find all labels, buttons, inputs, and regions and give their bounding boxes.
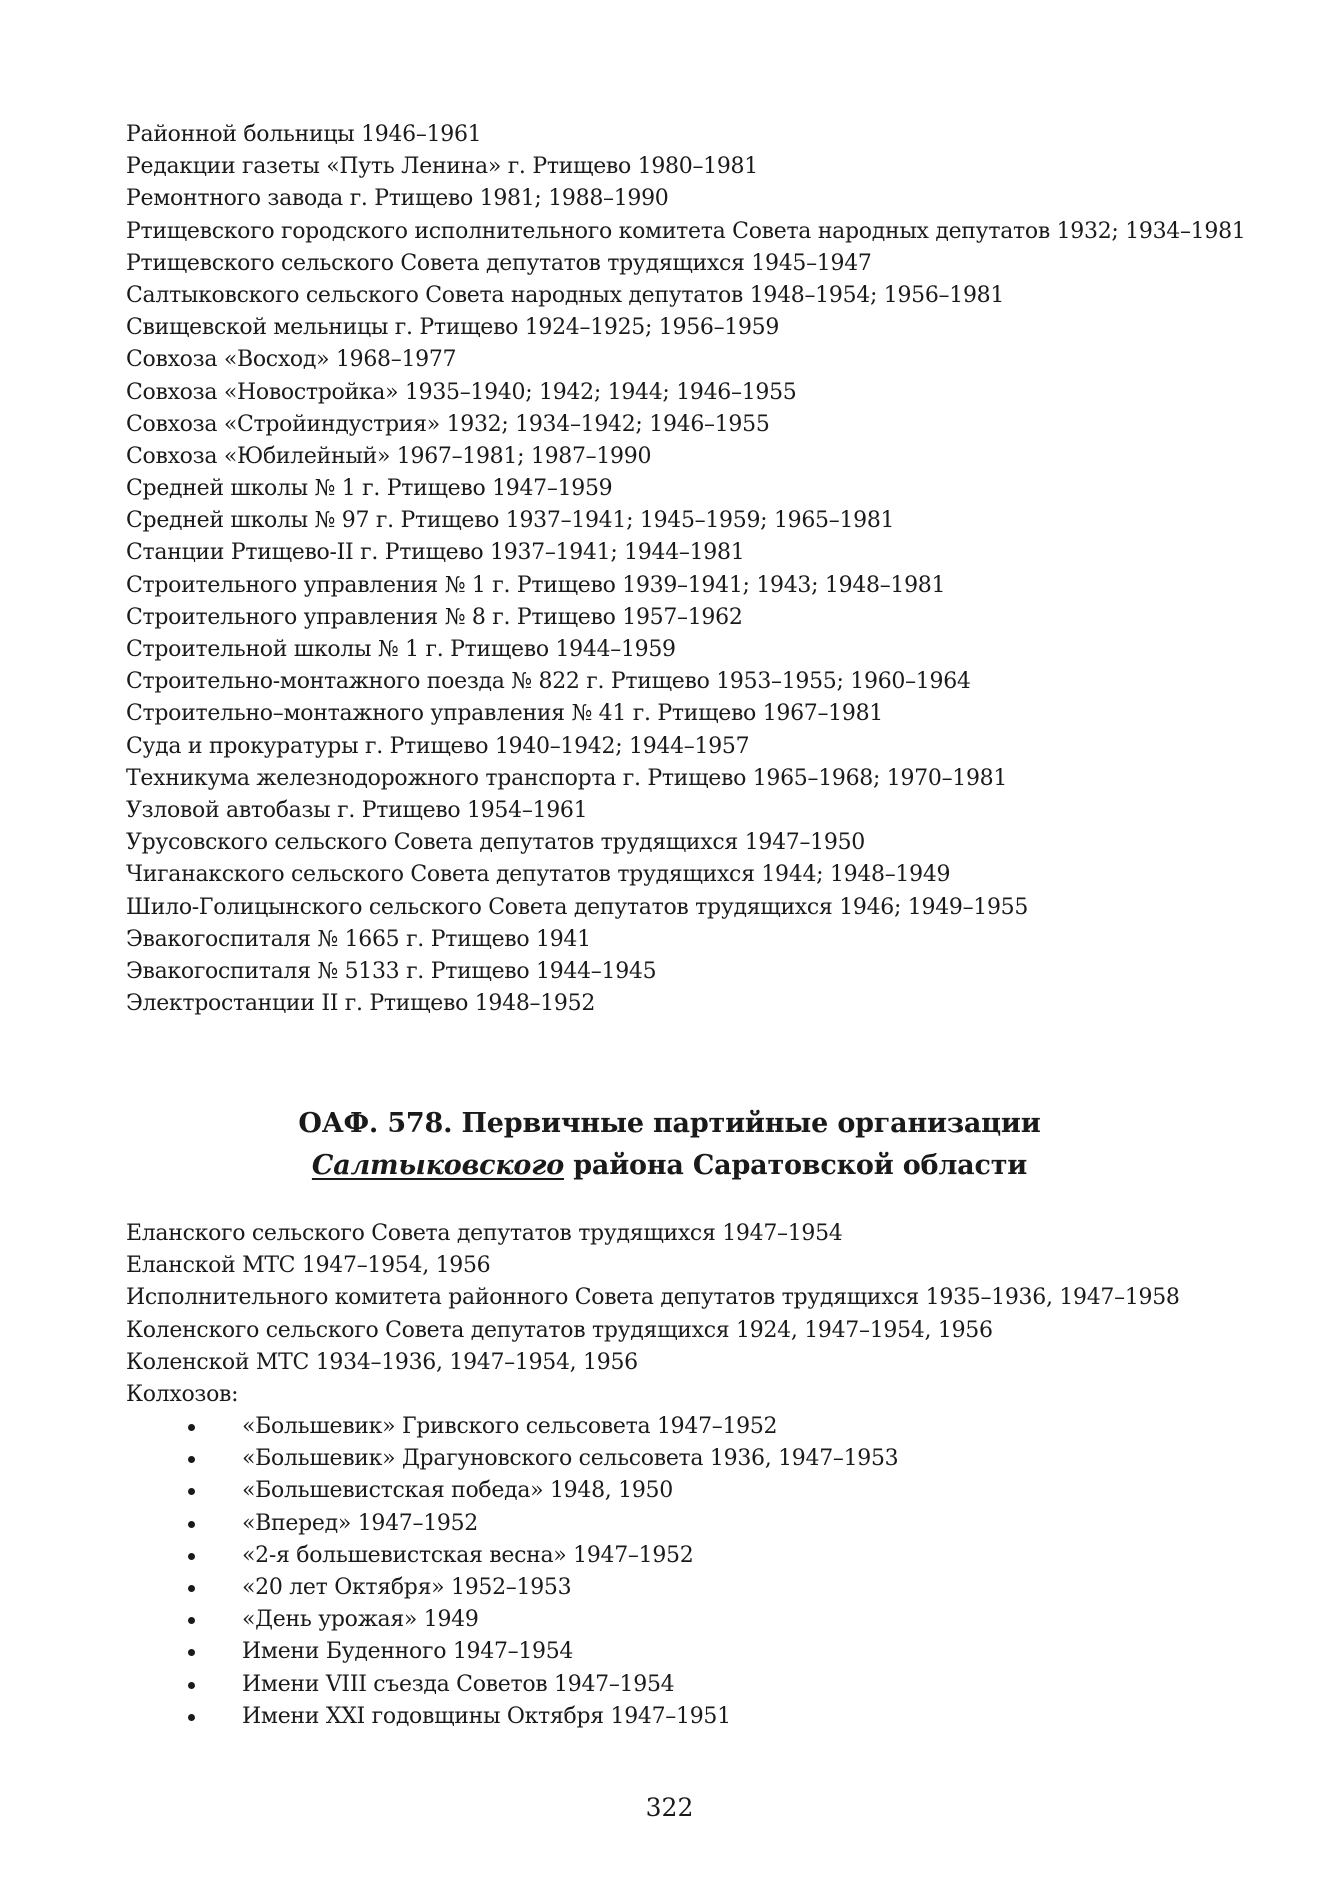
district-name: Салтыковского bbox=[311, 1150, 565, 1181]
bullet-item bbox=[126, 1572, 898, 1604]
list-item: Ртищевского городского исполнительного комитета Совета народных депутатов 1932; 1934–1981 bbox=[126, 218, 1246, 244]
list-item: Средней школы № 1 г. Ртищево 1947–1959 bbox=[126, 476, 613, 502]
list-item: Техникума железнодорожного транспорта г. Ртищево 1965–1968; 1970–1981 bbox=[126, 765, 1008, 791]
list-item: Урусовского сельского Совета депутатов трудящихся 1947–1950 bbox=[126, 830, 865, 856]
bullet-icon bbox=[188, 1488, 195, 1495]
list-item: Совхоза «Стройиндустрия» 1932; 1934–1942; 1946–1955 bbox=[126, 411, 770, 437]
list-item: Ремонтного завода г. Ртищево 1981; 1988–1990 bbox=[126, 186, 669, 212]
bullet-item bbox=[126, 1443, 898, 1475]
list-item: Электростанции II г. Ртищево 1948–1952 bbox=[126, 991, 596, 1017]
list-item: Ртищевского сельского Совета депутатов трудящихся 1945–1947 bbox=[126, 250, 872, 276]
bullet-item bbox=[126, 1508, 898, 1540]
bullet-item bbox=[126, 1604, 898, 1636]
section-entry-list bbox=[126, 1218, 1180, 1411]
bullet-text: «Вперед» 1947–1952 bbox=[242, 1510, 478, 1536]
bullet-item bbox=[126, 1475, 898, 1507]
section-heading-line2-rest: района Саратовской области bbox=[564, 1150, 1028, 1181]
bullet-text: «Большевистская победа» 1948, 1950 bbox=[242, 1478, 673, 1504]
list-item: Станции Ртищево-II г. Ртищево 1937–1941; 1944–1981 bbox=[126, 540, 745, 566]
list-item: Строительно-монтажного поезда № 822 г. Ртищево 1953–1955; 1960–1964 bbox=[126, 669, 971, 695]
bullet-text: Имени XXI годовщины Октября 1947–1951 bbox=[242, 1703, 731, 1729]
list-item: Совхоза «Новостройка» 1935–1940; 1942; 1944; 1946–1955 bbox=[126, 379, 797, 405]
list-item: Строительно–монтажного управления № 41 г. Ртищево 1967–1981 bbox=[126, 701, 883, 727]
bullet-text: «День урожая» 1949 bbox=[242, 1607, 479, 1633]
organization-list bbox=[126, 119, 1245, 1020]
list-item: Коленского сельского Совета депутатов трудящихся 1924, 1947–1954, 1956 bbox=[126, 1317, 993, 1343]
section-heading-line1: ОАФ. 578. Первичные партийные организации bbox=[298, 1108, 1041, 1139]
list-item: Чиганакского сельского Совета депутатов трудящихся 1944; 1948–1949 bbox=[126, 862, 951, 888]
bullet-item bbox=[126, 1669, 898, 1701]
bullet-item bbox=[126, 1540, 898, 1572]
page-number: 322 bbox=[645, 1793, 694, 1822]
list-item: Узловой автобазы г. Ртищево 1954–1961 bbox=[126, 797, 588, 823]
bullet-icon bbox=[188, 1617, 195, 1624]
list-item: Редакции газеты «Путь Ленина» г. Ртищево 1980–1981 bbox=[126, 154, 758, 180]
bullet-text: Имени VIII съезда Советов 1947–1954 bbox=[242, 1671, 675, 1697]
list-item: Эвакогоспиталя № 5133 г. Ртищево 1944–1945 bbox=[126, 958, 657, 984]
list-item: Еланской МТС 1947–1954, 1956 bbox=[126, 1253, 491, 1279]
list-item: Еланского сельского Совета депутатов трудящихся 1947–1954 bbox=[126, 1221, 843, 1246]
bullet-icon bbox=[188, 1456, 195, 1463]
bullet-icon bbox=[188, 1521, 195, 1528]
bullet-text: Имени Буденного 1947–1954 bbox=[242, 1639, 574, 1665]
bullet-icon bbox=[188, 1682, 195, 1689]
list-item: Средней школы № 97 г. Ртищево 1937–1941; 1945–1959; 1965–1981 bbox=[126, 508, 895, 534]
list-item: Свищевской мельницы г. Ртищево 1924–1925; 1956–1959 bbox=[126, 315, 780, 341]
bullet-text: «Большевик» Драгуновского сельсовета 1936, 1947–1953 bbox=[242, 1446, 899, 1472]
list-item: Совхоза «Восход» 1968–1977 bbox=[126, 347, 457, 373]
list-item: Шило-Голицынского сельского Совета депутатов трудящихся 1946; 1949–1955 bbox=[126, 894, 1029, 920]
bullet-item bbox=[126, 1701, 898, 1733]
bullet-item bbox=[126, 1411, 898, 1443]
list-item: Строительной школы № 1 г. Ртищево 1944–1959 bbox=[126, 637, 676, 662]
list-item: Колхозов: bbox=[126, 1381, 239, 1407]
bullet-icon bbox=[188, 1585, 195, 1592]
section-heading bbox=[0, 1103, 1339, 1145]
list-item: Совхоза «Юбилейный» 1967–1981; 1987–1990 bbox=[126, 443, 652, 469]
bullet-item bbox=[126, 1636, 898, 1668]
bullet-text: «2-я большевистская весна» 1947–1952 bbox=[242, 1542, 694, 1568]
list-item: Исполнительного комитета районного Совета депутатов трудящихся 1935–1936, 1947–1958 bbox=[126, 1285, 1180, 1311]
list-item: Строительного управления № 1 г. Ртищево 1939–1941; 1943; 1948–1981 bbox=[126, 572, 946, 598]
bullet-icon bbox=[188, 1553, 195, 1560]
bullet-icon bbox=[188, 1649, 195, 1656]
list-item: Районной больницы 1946–1961 bbox=[126, 122, 482, 147]
bullet-text: «Большевик» Гривского сельсовета 1947–1952 bbox=[242, 1414, 778, 1439]
list-item: Эвакогоспиталя № 1665 г. Ртищево 1941 bbox=[126, 926, 591, 952]
bullet-icon bbox=[188, 1714, 195, 1721]
section-heading-line2 bbox=[0, 1145, 1339, 1187]
list-item: Коленской МТС 1934–1936, 1947–1954, 1956 bbox=[126, 1349, 638, 1375]
list-item: Салтыковского сельского Совета народных депутатов 1948–1954; 1956–1981 bbox=[126, 282, 1005, 308]
kolkhoz-bullet-list bbox=[126, 1411, 898, 1733]
bullet-text: «20 лет Октября» 1952–1953 bbox=[242, 1574, 572, 1600]
list-item: Суда и прокуратуры г. Ртищево 1940–1942; 1944–1957 bbox=[126, 733, 750, 759]
bullet-icon bbox=[188, 1424, 195, 1431]
list-item: Строительного управления № 8 г. Ртищево 1957–1962 bbox=[126, 604, 743, 630]
